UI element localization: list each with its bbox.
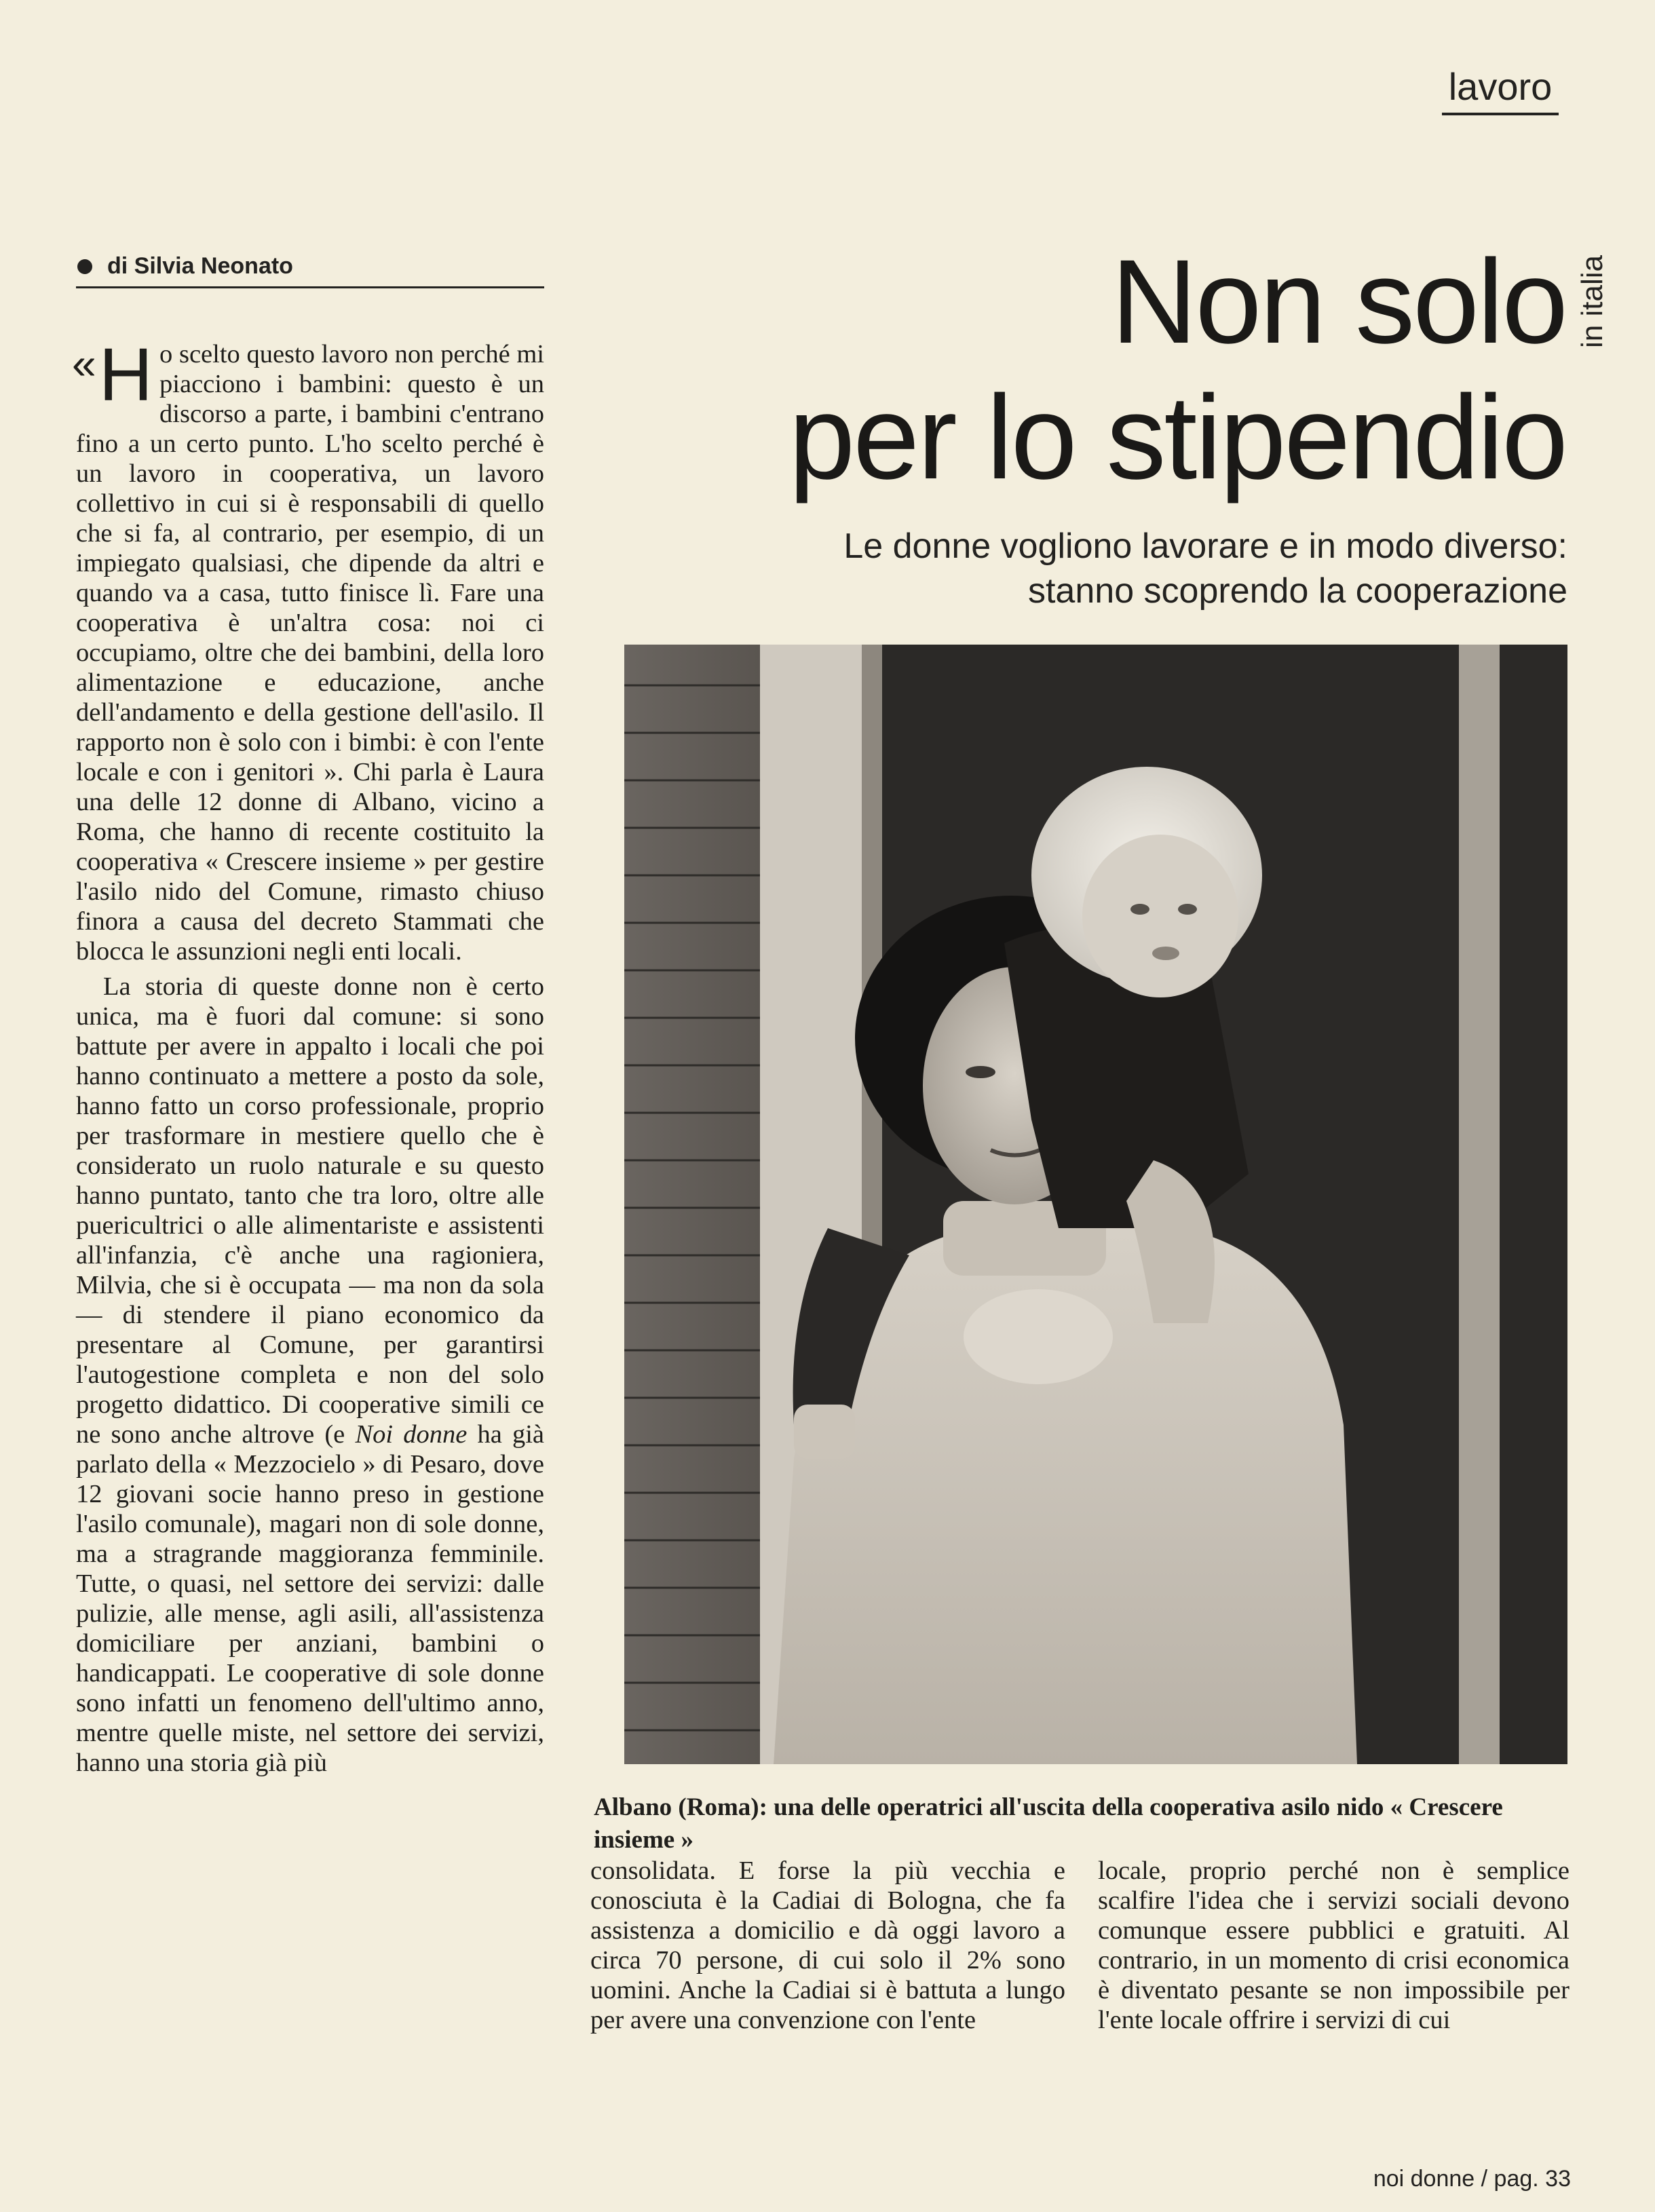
dropcap-quote: « [72,339,96,388]
headline-line-1: Non solo [1111,235,1566,368]
photo-caption: Albano (Roma): una delle operatrici all'uscita della cooperativa asilo nido « Crescere insieme » [594,1793,1503,1854]
article-column-1 [72,333,545,2103]
headline [638,234,1566,506]
page-footer [1347,2166,1571,2192]
section-tag: lavoro [1442,65,1559,115]
magazine-name-italic: Noi donne [355,1420,468,1449]
paragraph-2-text-a: La storia di queste donne non è certo unica, ma è fuori dal comune: si sono battute per avere in appalto i locali che poi hanno continuato a mettere a posto da sole, hanno fatto un corso professionale, proprio per trasformare in mestiere quello che è considerato un ruolo naturale e su questo hanno puntato, tanto che tra loro, oltre alle puericultrici o alle alimentariste e assistenti all'infanzia, c'è anche una ragioniera, Milvia, che si è occupata — ma non da sola — di stendere il piano economico da presentare al Comune, per garantirsi l'autogestione completa e non del solo progetto didattico. Di cooperative simili ce ne sono anche altrove (e [76,972,544,1449]
byline-text: di Silvia Neonato [107,253,293,279]
article-photo [624,645,1567,1764]
footer-magazine: noi donne [1373,2166,1475,2192]
dropcap [72,333,153,417]
article-column-2 [590,1856,1065,2035]
paragraph-2 [76,972,544,1778]
byline [76,252,544,288]
footer-page-number: pag. 33 [1494,2166,1571,2192]
paragraph-2-text-b: ha già parlato della « Mezzocielo » di Pesaro, dove 12 giovani socie hanno preso in gestione l'asilo comunale), magari non di sole donne, ma a stragrande maggioranza femminile. Tutte, o quasi, nel settore dei servizi: dalle pulizie, alle mense, agli asili, all'assistenza domiciliare per anziani, bambini o handicappati. Le cooperative di sole donne sono infatti un fenomeno dell'ultimo anno, mentre quelle miste, nel settore dei servizi, hanno una storia già più [76,1420,545,1777]
dropcap-letter: H [98,333,153,417]
column-3-text: locale, proprio perché non è semplice scalfire l'idea che i servizi sociali devono comunque essere pubblici e gratuiti. Al contrario, in un momento di crisi economica è diventato pesante se non impossibile per l'ente locale offrire i servizi di cui [1098,1856,1570,2034]
bullet-icon [77,259,92,274]
subtitle-line-1: Le donne vogliono lavorare e in modo diverso: [843,527,1567,566]
column-2-text: consolidata. E forse la più vecchia e conosciuta è la Cadiai di Bologna, che fa assistenza a domicilio e dà oggi lavoro a circa 70 persone, di cui solo il 2% sono uomini. Anche la Cadiai si è battuta a lungo per avere una convenzione con l'ente [590,1856,1065,2034]
subtitle-line-2: stanno scoprendo la cooperazione [1027,571,1567,611]
photo-mother-child-icon [624,645,1567,1764]
headline-line-2: per lo stipendio [788,371,1566,504]
footer-separator: / [1481,2166,1488,2192]
paragraph-1-text: o scelto questo lavoro non perché mi piacciono i bambini: questo è un discorso a parte, i bambini c'entrano fino a un certo punto. L'ho scelto perché è un lavoro in cooperativa, un lavoro collettivo in cui si è responsabili di quello che si fa, al contrario, per esempio, di un impiegato qualsiasi, che dipende da altri e quando va a casa, tutto finisce lì. Fare una cooperativa è un'altra cosa: noi ci occupiamo, oltre che dei bambini, della loro alimentazione e educazione, anche dell'andamento e della gestione dell'asilo. Il rapporto non è solo con i bimbi: è con l'ente locale e con i genitori ». Chi parla è Laura una delle 12 donne di Albano, vicino a Roma, che hanno di recente costituito la cooperativa « Crescere insieme » per gestire l'asilo nido del Comune, rimasto chiuso finora a causa del decreto Stammati che blocca le assunzioni negli enti locali. [76,340,544,966]
kicker-label: in italia [1576,255,1609,349]
article-column-3 [1098,1856,1570,2035]
paragraph-1 [72,333,544,966]
subtitle [611,524,1567,613]
